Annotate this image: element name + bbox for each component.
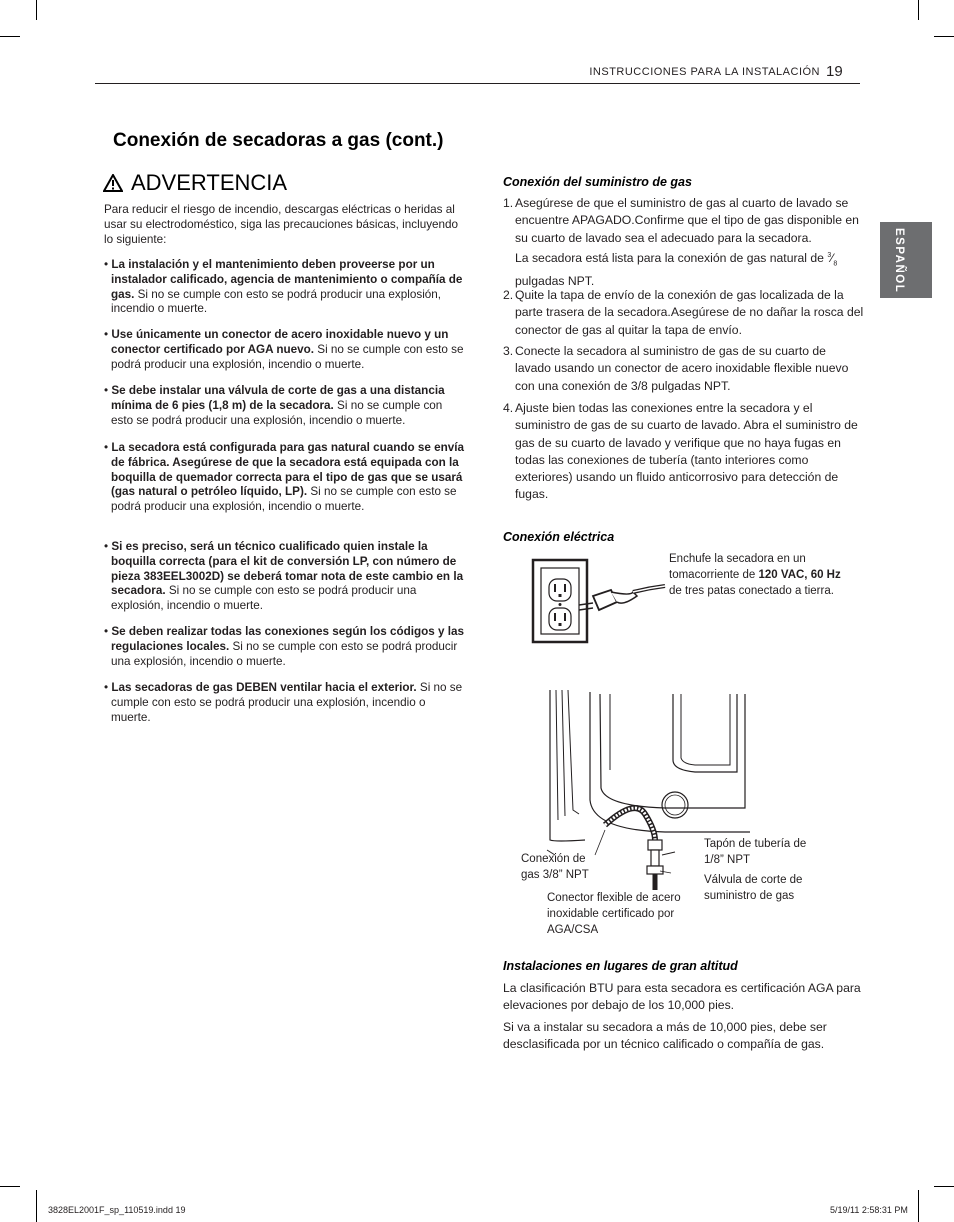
electrical-note: Enchufe la secadora en un tomacorriente de 120 VAC, 60 Hz de tres patas conectado a tierra. (669, 553, 841, 597)
section-title: Conexión de secadoras a gas (cont.) (113, 130, 444, 151)
label-gas-connection: Conexión de gas 3/8” NPT (521, 853, 589, 881)
warning-heading (103, 170, 287, 196)
altitude-paragraph-2: Si va a instalar su secadora a más de 10,000 pies, debe ser desclasificada por un técnico calificado o compañía de gas. (503, 1020, 827, 1052)
language-tab-label: ESPAÑOL (893, 228, 905, 294)
gas-supply-heading: Conexión del suministro de gas (503, 175, 692, 189)
step-item: 3. Conecte la secadora al suministro de gas de su cuarto de lavado usando un conector de acero inoxidable flexible nuevo con una conexión de 3/8 pulgadas NPT. (503, 344, 849, 393)
altitude-heading: Instalaciones en lugares de gran altitud (503, 959, 738, 973)
crop-mark (934, 1186, 954, 1187)
list-item: • Las secadoras de gas DEBEN ventilar hacia el exterior. Si no se cumple con esto se podrá producir una explosión, incendio o muerte. (104, 681, 463, 724)
outlet-illustration (531, 558, 666, 644)
step-item: 4. Ajuste bien todas las conexiones entre la secadora y el suministro de gas de su cuarto de lavado. Abra el suministro de gas de su cuarto de lavado y verifique que no haya fugas en todas las conexiones de tubería (tanto interiores como exteriores) usando un fluido anticorrosivo para detección de fugas. (503, 401, 858, 502)
list-item: • Se debe instalar una válvula de corte de gas a una distancia mínima de 6 pies (1,8 m) de la secadora. Si no se cumple con esto se podrá producir una explosión, incendio o muerte. (104, 384, 445, 427)
list-item: • Se deben realizar todas las conexiones según los códigos y las regulaciones locales. Si no se cumple con esto se podrá producir una explosión, incendio o muerte. (104, 625, 465, 668)
running-header: INSTRUCCIONES PARA LA INSTALACIÓN (589, 66, 820, 78)
list-item: • La secadora está configurada para gas natural cuando se envía de fábrica. Asegúrese de que la secadora está equipada con la boquilla de quemador correcta para el tipo de gas que se usará (gas natural o petróleo líquido, LP). Si no se cumple con esto se podrá producir una explosión, incendio o muerte. (104, 441, 465, 514)
label-shutoff-valve: Válvula de corte de suministro de gas (704, 874, 803, 902)
header-rule (95, 83, 860, 84)
list-item: • La instalación y el mantenimiento deben proveerse por un instalador calificado, agencia de mantenimiento o compañía de gas. Si no se cumple con esto se podrá producir una explosión, incendio o muerte. (104, 258, 463, 316)
crop-mark (918, 1190, 919, 1222)
warning-title: ADVERTENCIA (131, 170, 288, 195)
footer-file-info: 3828EL2001F_sp_110519.indd 19 (48, 1205, 186, 1215)
language-tab (880, 222, 932, 298)
crop-mark (934, 36, 954, 37)
altitude-paragraph-1: La clasificación BTU para esta secadora es certificación AGA para elevaciones por debajo de los 10,000 pies. (503, 981, 861, 1013)
list-item: • Si es preciso, será un técnico cualificado quien instale la boquilla correcta (para el kit de conversión LP, con número de pieza 383EEL3002D) se deberá tomar nota de este cambio en la secadora. Si no se cumple con esto se podrá producir una explosión, incendio o muerte. (104, 540, 464, 613)
label-pipe-plug: Tapón de tubería de 1/8” NPT (704, 838, 807, 866)
electrical-heading: Conexión eléctrica (503, 530, 615, 544)
crop-mark (0, 36, 20, 37)
label-flex-connector: Conector flexible de acero inoxidable certificado por AGA/CSA (547, 892, 681, 936)
list-item: • Use únicamente un conector de acero inoxidable nuevo y un conector certificado por AGA nuevo. Si no se cumple con esto se podrá producir una explosión, incendio o muerte. (104, 328, 464, 371)
crop-mark (918, 0, 919, 20)
crop-mark (36, 0, 37, 20)
page-number: 19 (826, 63, 843, 80)
step-item: 2. Quite la tapa de envío de la conexión de gas localizada de la parte trasera de la secadora.Asegúrese de no dañar la rosca del conector de gas al quitar la tapa de envío. (503, 288, 864, 337)
step-item: 1. Asegúrese de que el suministro de gas al cuarto de lavado se encuentre APAGADO.Confirme que el tipo de gas disponible en su cuarto de lavado sea el adecuado para la secadora. La secadora está lista para la conexión de gas natural de $^3⁄_8$ pulgadas NPT. (503, 196, 859, 288)
crop-mark (0, 1186, 20, 1187)
footer-timestamp: 5/19/11 2:58:31 PM (830, 1205, 908, 1215)
warning-triangle-icon (103, 174, 123, 192)
crop-mark (36, 1190, 37, 1222)
warning-intro: Para reducir el riesgo de incendio, descargas eléctricas o heridas al usar su electrodoméstico, siga las precauciones básicas, incluyendo lo siguiente: (104, 203, 459, 246)
